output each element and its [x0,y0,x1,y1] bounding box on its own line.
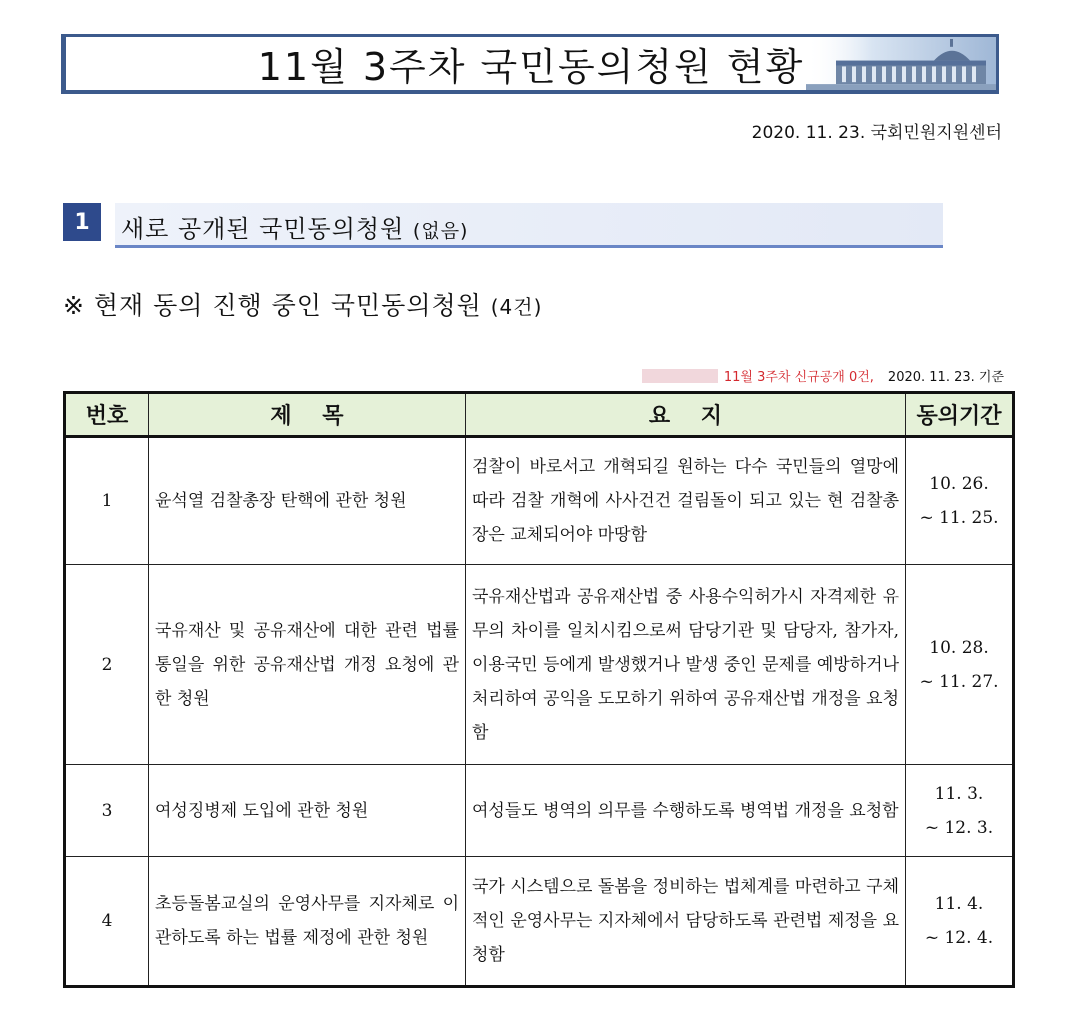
row-period [906,765,1014,857]
row-summary: 검찰이 바로서고 개혁되길 원하는 다수 국민들의 열망에 따라 검찰 개혁에 사사건건 걸림돌이 되고 있는 현 검찰총장은 교체되어야 마땅함 [466,437,906,565]
table-row [65,565,1014,765]
status-line [642,366,1004,385]
column-header-title: 제 목 [149,393,466,437]
row-number: 1 [65,437,149,565]
column-header-number: 번호 [65,393,149,437]
row-summary: 국유재산법과 공유재산법 중 사용수익허가시 자격제한 유무의 차이를 일치시킴으로써 담당기관 및 담당자, 참가자, 이용국민 등에게 발생했거나 발생 중인 문제를 예방하거나 처리하여 공익을 도모하기 위하여 공유재산법 개정을 요청함 [466,565,906,765]
ongoing-note-count: (4건) [490,295,543,319]
title-banner [61,34,999,94]
column-header-summary: 요 지 [466,393,906,437]
row-title: 윤석열 검찰총장 탄핵에 관한 청원 [149,437,466,565]
period-start: 10. 28. [929,637,989,658]
highlight-swatch [642,369,718,383]
table-row [65,765,1014,857]
row-title: 국유재산 및 공유재산에 대한 관련 법률 통일을 위한 공유재산법 개정 요청에 관한 청원 [149,565,466,765]
row-number: 4 [65,857,149,987]
row-number: 2 [65,565,149,765]
row-period [906,565,1014,765]
period-start: 10. 26. [929,474,989,494]
row-summary: 국가 시스템으로 돌봄을 정비하는 법체계를 마련하고 구체적인 운영사무는 지자체에서 담당하도록 관련법 제정을 요청함 [466,857,906,987]
row-period [906,857,1014,987]
period-end: ~ 12. 3. [924,817,994,838]
table-header-row [65,393,1014,437]
ongoing-note-text: ※ 현재 동의 진행 중인 국민동의청원 [63,291,482,320]
row-number: 3 [65,765,149,857]
basis-date-text: 2020. 11. 23. 기준 [887,370,1004,385]
section-title-text: 새로 공개된 국민동의청원 [121,215,405,243]
section-number-badge: 1 [63,203,101,241]
row-period [906,437,1014,565]
page-title: 11월 3주차 국민동의청원 현황 [257,45,805,89]
period-start: 11. 3. [934,783,984,804]
column-header-period: 동의기간 [906,393,1014,437]
date-line: 2020. 11. 23. 국회민원지원센터 [751,123,1002,143]
period-end: ~ 11. 27. [919,671,999,692]
row-title: 여성징병제 도입에 관한 청원 [149,765,466,857]
ongoing-note [63,286,542,322]
section-title-suffix: (없음) [412,220,469,242]
section-heading [63,203,943,249]
table-row [65,857,1014,987]
row-title: 초등돌봄교실의 운영사무를 지자체로 이관하도록 하는 법률 제정에 관한 청원 [149,857,466,987]
petition-table [63,391,1015,988]
new-count-text: 11월 3주차 신규공개 0건, [723,370,874,385]
table-row [65,437,1014,565]
row-summary: 여성들도 병역의 의무를 수행하도록 병역법 개정을 요청함 [466,765,906,857]
period-end: ~ 11. 25. [919,508,999,528]
period-start: 11. 4. [934,894,984,914]
period-end: ~ 12. 4. [924,928,994,948]
section-title [121,209,468,244]
